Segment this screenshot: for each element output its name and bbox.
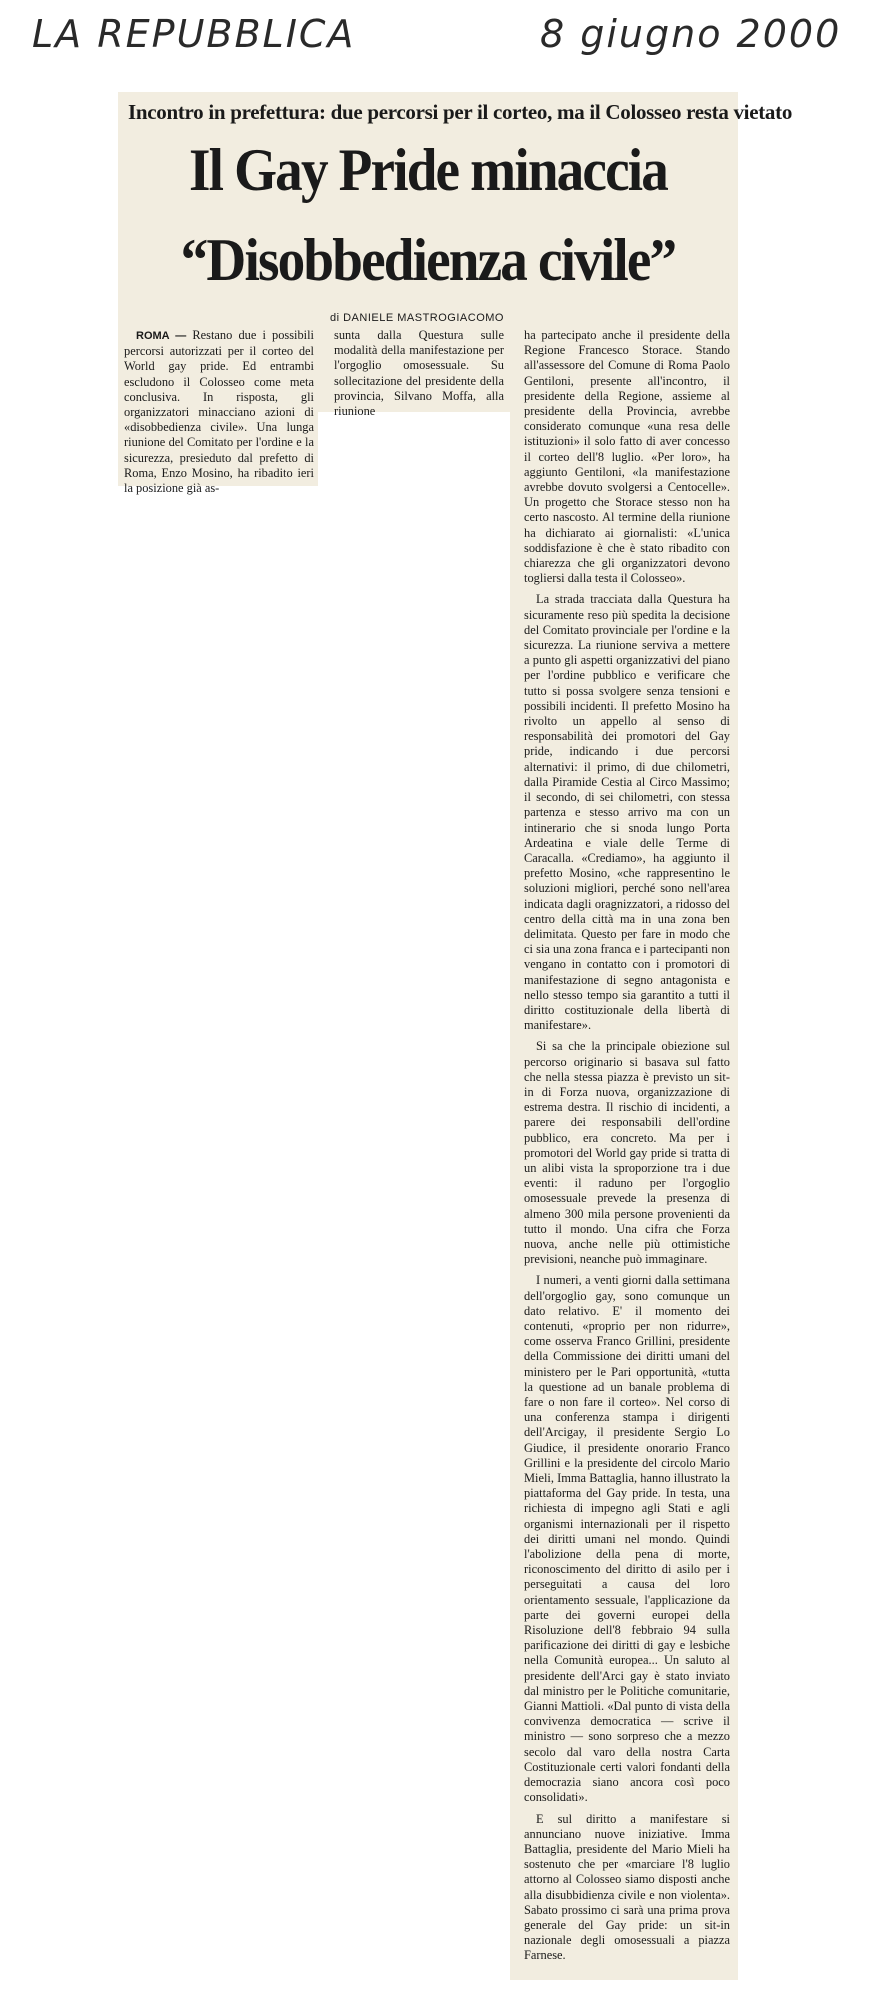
handwritten-source-note: LA REPUBBLICA	[32, 12, 356, 56]
article-kicker: Incontro in prefettura: due percorsi per il corteo, ma il Colosseo resta vietato	[128, 100, 793, 124]
article-dateline: ROMA —	[136, 330, 187, 342]
paragraph: E sul diritto a manifestare si annunciano nuove iniziative. Imma Battaglia, presidente del Mario Mieli ha sostenuto che per «marciare l'8 luglio attorno al Colosseo siamo disposti anche alla disubbidienza civile e non violenta». Sabato prossimo ci sarà una prima prova generale del Gay pride: un sit-in nazionale degli omosessuali a piazza Farnese.	[524, 1811, 730, 1963]
headline-line-1: Il Gay Pride minaccia	[188, 137, 668, 203]
paragraph: Si sa che la principale obiezione sul percorso originario si basava sul fatto che nella stessa piazza è previsto un sit-in di Forza nuova, organizzazione di estrema destra. Il rischio di incidenti, a parere dei responsabili dell'ordine pubblico, era concreto. Ma per i promotori del World gay pride si tratta di un alibi vista la sproporzione tra i due eventi: il raduno per l'orgoglio omosessuale prevede la presenza di almeno 300 mila persone provenienti da tutto il mondo. Una cifra che Forza nuova, anche nelle più ottimistiche previsioni, neanche può immaginare.	[524, 1039, 730, 1267]
article-column-3	[524, 328, 730, 1976]
headline-line-2: “Disobbedienza civile”	[180, 227, 676, 293]
paragraph: I numeri, a venti giorni dalla settimana dell'orgoglio gay, sono comunque un dato relativo. E' il momento dei contenuti, «proprio per non ridurre», come osserva Franco Grillini, presidente della Commissione dei diritti umani del ministero per le Pari opportunità, «tutta la questione ad un banale problema di fare o non fare il corteo». Nel corso di una conferenza stampa i dirigenti dell'Arcigay, il presidente Sergio Lo Giudice, il presidente onorario Franco Grillini e la presidente del circolo Mario Mieli, Imma Battaglia, hanno illustrato la piattaforma del Gay pride. In testa, una richiesta di impegno agli Stati e agli organismi internazionali per il rispetto dei diritti umani nel mondo. Quindi l'abolizione della pena di morte, riconoscimento del diritto di asilo per i perseguitati a causa del loro orientamento sessuale, l'applicazione da parte dei governi europei della Risoluzione dell'8 febbraio 94 sulla parificazione dei diritti di gay e lesbiche nella Comunità europea... Un saluto al presidente dell'Arci gay è stato inviato dal ministro per le Politiche comunitarie, Gianni Mattioli. «Dal punto di vista della convivenza democratica — scrive il ministro — sono sorpreso che a mezzo secolo dal varo della nostra Carta Costituzionale certi valori fondanti della democrazia siano ancora così poco consolidati».	[524, 1273, 730, 1805]
paragraph: La strada tracciata dalla Questura ha sicuramente reso più spedita la decisione del Comitato provinciale per l'ordine e la sicurezza. La riunione serviva a mettere a punto gli aspetti organizzativi del piano per l'ordine pubblico e verificare che tutto si possa svolgere senza tensioni e possibili incidenti. Il prefetto Mosino ha rivolto un appello al senso di responsabilità dei promotori del Gay pride, indicando i due percorsi alternativi: il primo, di due chilometri, dalla Piramide Cestia al Circo Massimo; il secondo, di sei chilometri, con stessa partenza e stesso arrivo ma con un intinerario che si snoda lungo Porta Ardeatina e viale delle Terme di Caracalla. «Crediamo», ha aggiunto il prefetto Mosino, «che rappresentino le soluzioni migliori, perché sono nell'area indicata dagli oragnizzatori, a ridosso del centro della città ma in una zona ben delimitata. Questo per fare in modo che ci sia una zona franca e i partecipanti non vengano in contatto con i promotori di manifestazione di segno antagonista e nello stesso tempo sia garantito a tutti il diritto costituzionale della libertà di manifestare».	[524, 592, 730, 1033]
article-byline: di DANIELE MASTROGIACOMO	[330, 312, 504, 324]
article-column-1	[124, 328, 314, 496]
column-1-text: Restano due i possibili percorsi autorizzati per il corteo del World gay pride. Ed entrambi escludono il Colosseo come meta conclusiva. In risposta, gli organizzatori minacciano azioni di «disobbedienza civile». Una lunga riunione del Comitato per l'ordine e la sicurezza, presieduto dal prefetto di Roma, Enzo Mosino, ha ribadito ieri la posizione già as-	[124, 328, 314, 496]
handwritten-date-note: 8 giugno 2000	[540, 12, 842, 56]
article-column-2	[334, 328, 504, 419]
column-2-text: sunta dalla Questura sulle modalità della manifestazione per l'orgoglio omosessuale. Su sollecitazione del presidente della provincia, Silvano Moffa, alla riunione	[334, 328, 504, 419]
paragraph: ha partecipato anche il presidente della Regione Francesco Storace. Stando all'assessore del Comune di Roma Paolo Gentiloni, presente all'incontro, il presidente della Regione, assieme al presidente della Provincia, avrebbe considerato comunque «una resa delle istituzioni» il solo fatto di aver concesso il corteo dell'8 luglio. «Per loro», ha aggiunto Gentiloni, «la manifestazione avrebbe dovuto svolgersi a Centocelle». Un progetto che Storace stesso non ha certo nascosto. Al termine della riunione ha dichiarato ai giornalisti: «L'unica soddisfazione è che è stato ribadito con chiarezza che gli organizzatori devono togliersi dalla testa il Colosseo».	[524, 328, 730, 586]
